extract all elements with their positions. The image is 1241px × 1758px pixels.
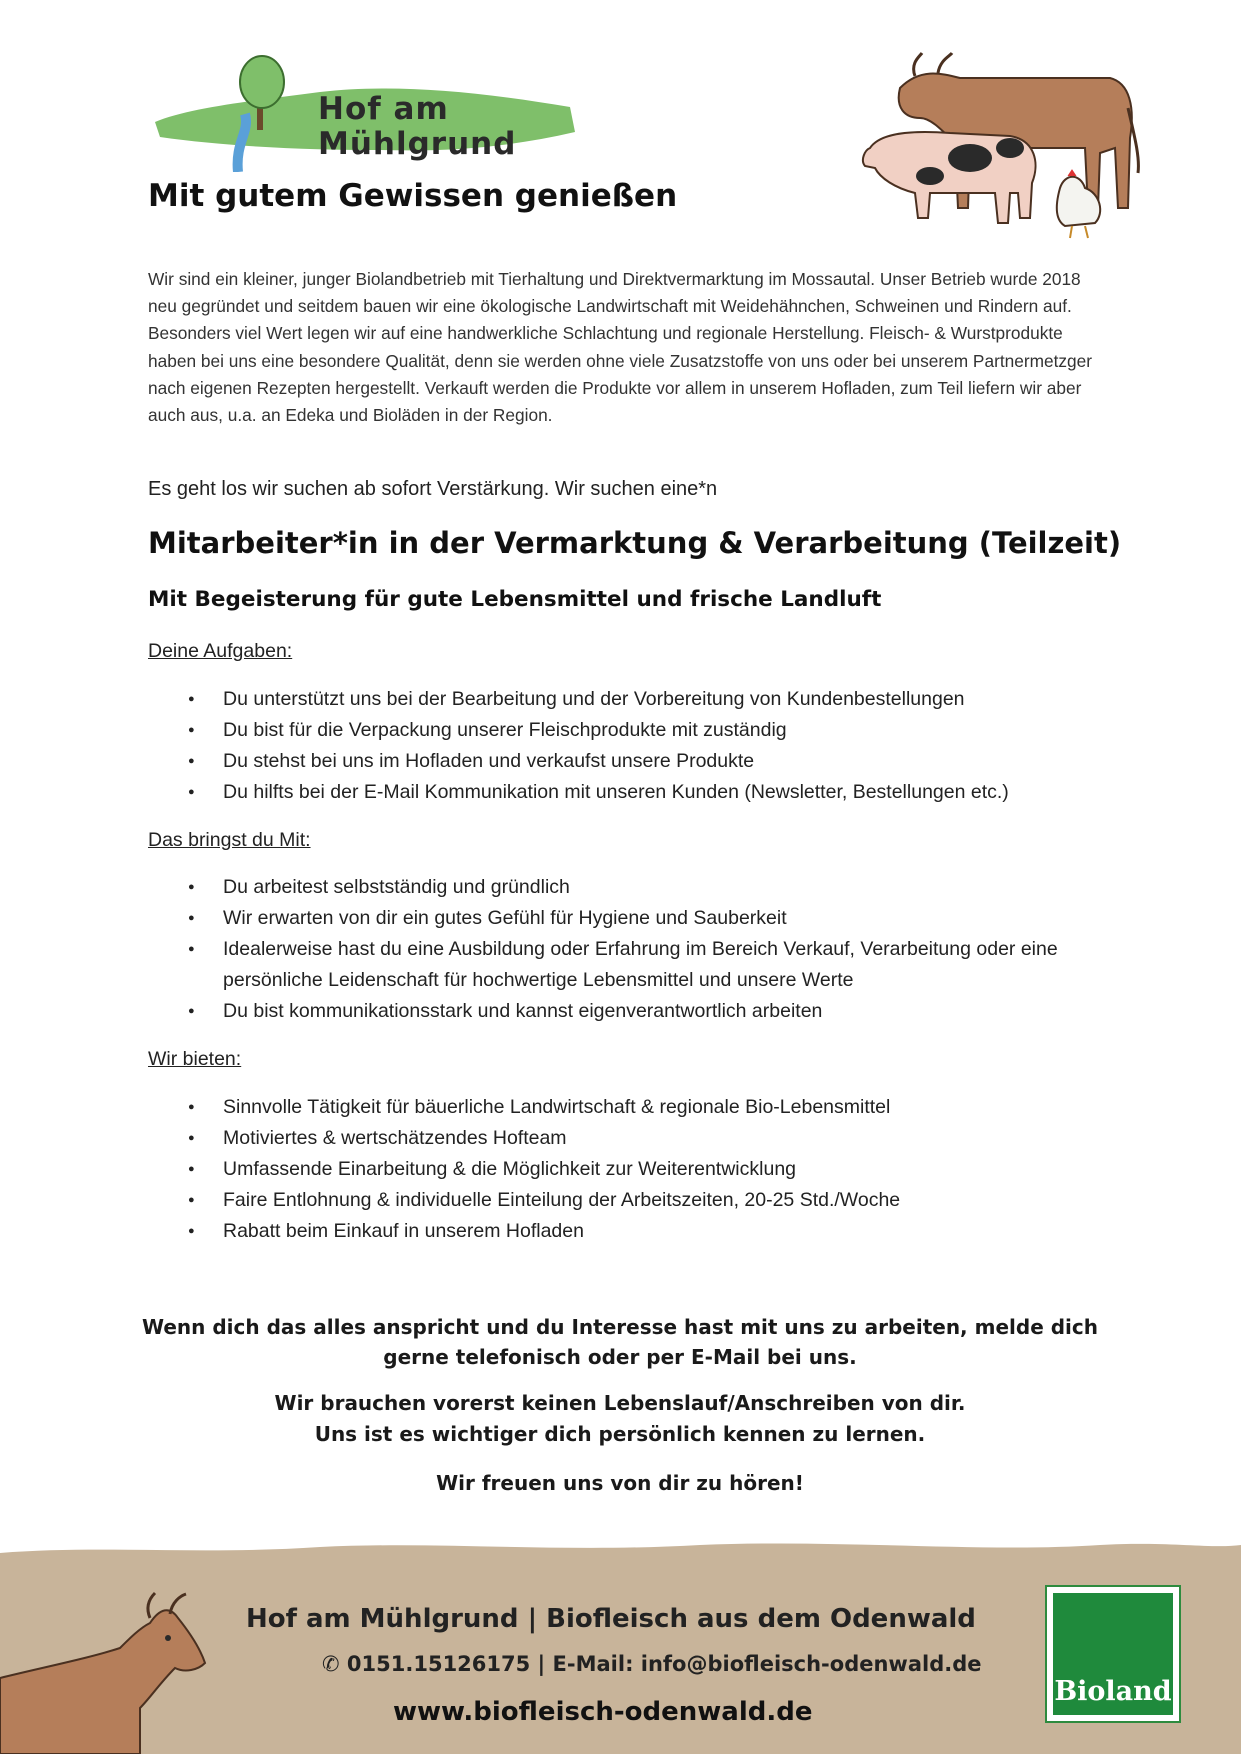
animals-graphic <box>860 48 1145 240</box>
list-item: ● Du hilfts bei der E-Mail Kommunikation mit unseren Kunden (Newsletter, Bestellungen etc.) <box>148 777 1108 808</box>
bioland-badge-label: Bioland <box>1054 1676 1172 1707</box>
closing-paragraph-3: Wir freuen uns von dir zu hören! <box>436 1471 804 1495</box>
footer-phone[interactable]: 0151.15126175 <box>346 1652 531 1676</box>
bioland-badge <box>1045 1585 1181 1723</box>
tasks-label: Deine Aufgaben: <box>148 640 293 662</box>
list-item: ● Motiviertes & wertschätzendes Hofteam <box>148 1123 1108 1154</box>
animals-illustration <box>860 48 1145 240</box>
list-item: ● Du bist für die Verpackung unserer Fleischprodukte mit zuständig <box>148 715 1108 746</box>
footer-farm-name: Hof am Mühlgrund | Biofleisch aus dem Odenwald <box>246 1604 976 1634</box>
footer-website[interactable]: www.biofleisch-odenwald.de <box>393 1697 813 1727</box>
requirements-list <box>148 872 1093 1027</box>
list-item: ● Idealerweise hast du eine Ausbildung oder Erfahrung im Bereich Verkauf, Verarbeitung oder eine persönliche Leidenschaft für hochwertige Lebensmittel und unsere Werte <box>148 934 1093 996</box>
logo-text-line1: Hof am <box>318 91 449 127</box>
job-subtitle: Mit Begeisterung für gute Lebensmittel und frische Landluft <box>148 587 882 612</box>
farm-logo <box>150 52 580 172</box>
list-item: ● Du unterstützt uns bei der Bearbeitung und der Vorbereitung von Kundenbestellungen <box>148 684 1108 715</box>
list-item: ● Du stehst bei uns im Hofladen und verkaufst unsere Produkte <box>148 746 1108 777</box>
closing-paragraph-1: Wenn dich das alles anspricht und du Interesse hast mit uns zu arbeiten, melde dich gerne telefonisch oder per E-Mail bei uns. <box>142 1315 1098 1369</box>
list-item: ● Faire Entlohnung & individuelle Einteilung der Arbeitszeiten, 20-25 Std./Woche <box>148 1185 1108 1216</box>
closing-paragraph-2a: Wir brauchen vorerst keinen Lebenslauf/Anschreiben von dir. <box>274 1391 966 1415</box>
lead-text: Es geht los wir suchen ab sofort Verstärkung. Wir suchen eine*n <box>148 478 718 500</box>
page-title: Mit gutem Gewissen genießen <box>148 178 678 214</box>
footer-contact <box>322 1652 981 1676</box>
list-item: ● Wir erwarten von dir ein gutes Gefühl für Hygiene und Sauberkeit <box>148 903 1093 934</box>
closing-paragraph-2b: Uns ist es wichtiger dich persönlich kennen zu lernen. <box>314 1422 926 1446</box>
list-item: ● Sinnvolle Tätigkeit für bäuerliche Landwirtschaft & regionale Bio-Lebensmittel <box>148 1092 1108 1123</box>
offer-label: Wir bieten: <box>148 1048 242 1070</box>
phone-icon: ✆ <box>322 1652 340 1676</box>
logo-text <box>318 92 516 162</box>
list-item: ● Du arbeitest selbstständig und gründlich <box>148 872 1093 903</box>
list-item: ● Rabatt beim Einkauf in unserem Hofladen <box>148 1216 1108 1247</box>
list-item: ● Umfassende Einarbeitung & die Möglichkeit zur Weiterentwicklung <box>148 1154 1108 1185</box>
list-item: ● Du bist kommunikationsstark und kannst eigenverantwortlich arbeiten <box>148 996 1093 1027</box>
tasks-list <box>148 684 1108 808</box>
offer-list <box>148 1092 1108 1247</box>
requirements-label: Das bringst du Mit: <box>148 829 311 851</box>
footer-edge-graphic <box>0 1539 1241 1559</box>
logo-text-line2: Mühlgrund <box>318 126 517 162</box>
intro-paragraph: Wir sind ein kleiner, junger Biolandbetrieb mit Tierhaltung und Direktvermarktung im Mossautal. Unser Betrieb wurde 2018 neu gegründet und seitdem bauen wir eine ökologische Landwirtschaft mit Weidehähnchen, Schweinen und Rindern auf. Besonders viel Wert legen wir auf eine handwerkliche Schlachtung und regionale Herstellung. Fleisch- & Wurstprodukte haben bei uns eine besondere Qualität, denn sie werden ohne viele Zusatzstoffe von uns oder bei unserem Partnermetzger nach eigenen Rezepten hergestellt. Verkauft werden die Produkte vor allem in unserem Hofladen, zum Teil liefern wir aber auch aus, u.a. an Edeka und Bioläden in der Region. <box>148 269 1093 426</box>
footer-cow-illustration <box>0 1588 230 1754</box>
job-title: Mitarbeiter*in in der Vermarktung & Verarbeitung (Teilzeit) <box>148 526 1122 560</box>
footer-cow-graphic <box>0 1588 230 1754</box>
footer-email[interactable]: | E-Mail: info@biofleisch-odenwald.de <box>530 1652 982 1676</box>
